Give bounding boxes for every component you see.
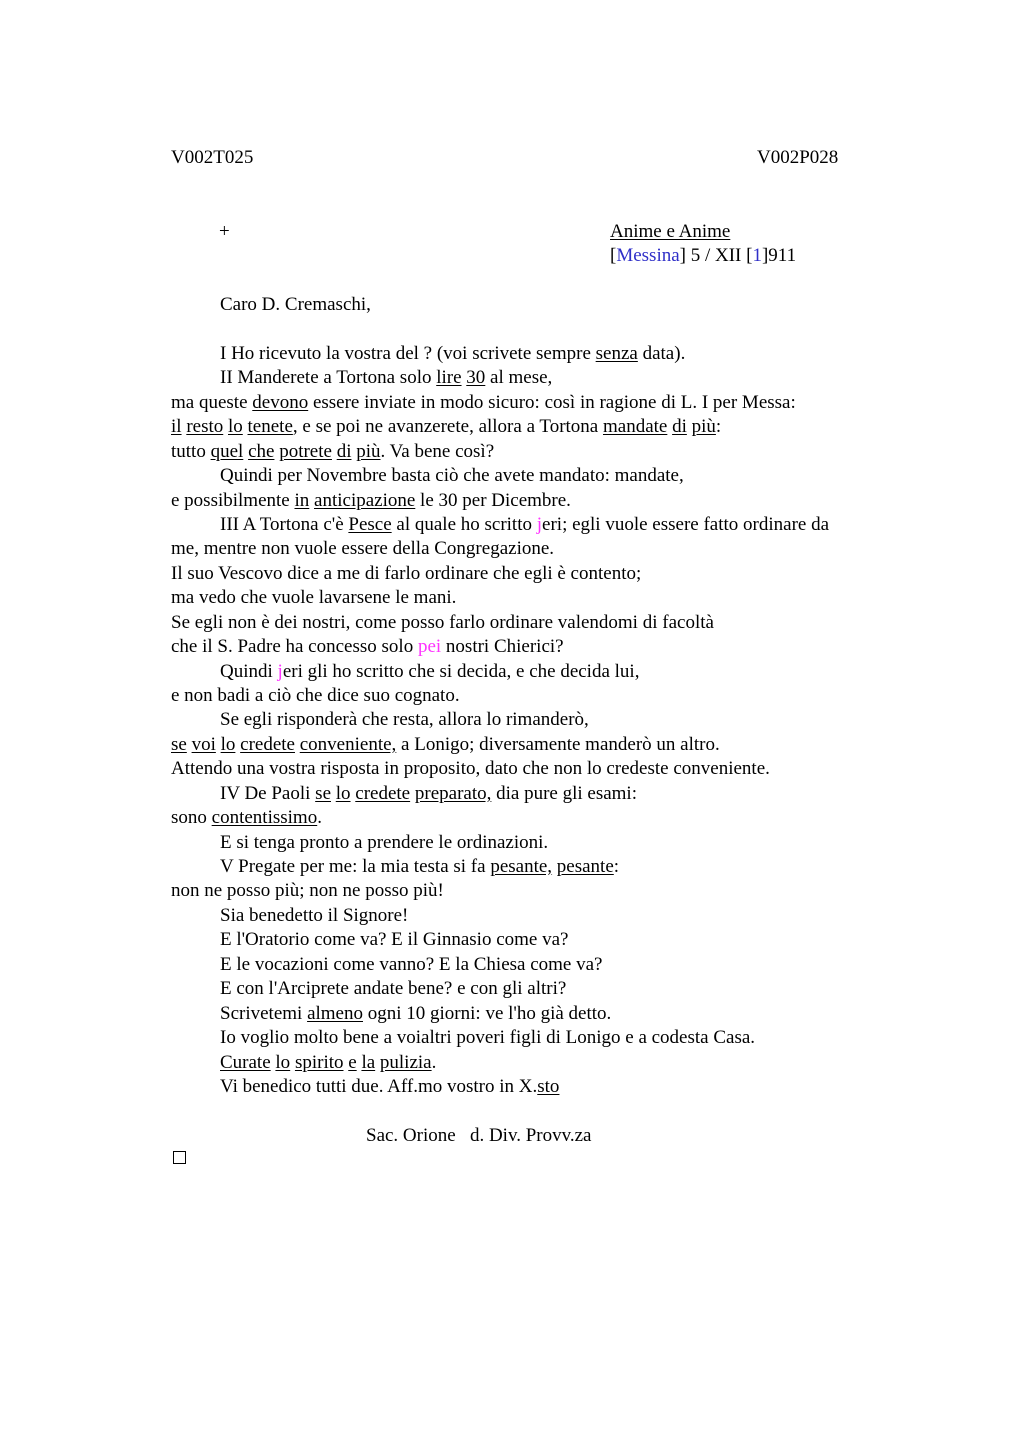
text-line: e non badi a ciò che dice suo cognato.: [171, 685, 460, 706]
text-line: II Manderete a Tortona solo lire 30 al mese,: [220, 367, 553, 388]
closing-line: Vi benedico tutti due. Aff.mo vostro in X.sto: [220, 1076, 560, 1097]
text-line: se voi lo credete conveniente, a Lonigo; diversamente manderò un altro.: [171, 734, 720, 755]
text-line: Se egli risponderà che resta, allora lo rimanderò,: [220, 709, 589, 730]
end-of-document-square-icon: [173, 1151, 186, 1164]
text-line: V Pregate per me: la mia testa si fa pesante, pesante:: [220, 856, 620, 877]
place-date: [Messina] 5 / XII [1]911: [610, 245, 797, 266]
text-line: non ne posso più; non ne posso più!: [171, 880, 444, 901]
text-line: Sia benedetto il Signore!: [220, 905, 409, 926]
text-line: che il S. Padre ha concesso solo pei nostri Chierici?: [171, 636, 564, 657]
text-line: tutto quel che potrete di più. Va bene così?: [171, 441, 495, 462]
text-line: Quindi jeri gli ho scritto che si decida, e che decida lui,: [220, 661, 640, 682]
text-line: il resto lo tenete, e se poi ne avanzerete, allora a Tortona mandate di più:: [171, 416, 722, 437]
text-line: Il suo Vescovo dice a me di farlo ordinare che egli è contento;: [171, 563, 642, 584]
text-line: E le vocazioni come vanno? E la Chiesa come va?: [220, 954, 603, 975]
cross-mark: +: [219, 221, 230, 242]
text-line: sono contentissimo.: [171, 807, 322, 828]
text-line: ma queste devono essere inviate in modo sicuro: così in ragione di L. I per Messa:: [171, 392, 796, 413]
text-line: Io voglio molto bene a voialtri poveri figli di Lonigo e a codesta Casa.: [220, 1027, 756, 1048]
text-line: IV De Paoli se lo credete preparato, dia pure gli esami:: [220, 783, 637, 804]
text-line: III A Tortona c'è Pesce al quale ho scritto jeri; egli vuole essere fatto ordinare da: [220, 514, 830, 535]
document-code-left: V002T025: [171, 147, 254, 168]
text-line: me, mentre non vuole essere della Congregazione.: [171, 538, 555, 559]
signature: Sac. Orione d. Div. Provv.za: [366, 1125, 592, 1146]
text-line: Curate lo spirito e la pulizia.: [220, 1052, 437, 1073]
document-code-right: V002P028: [757, 147, 839, 168]
motto: Anime e Anime: [610, 221, 731, 242]
text-line: E si tenga pronto a prendere le ordinazioni.: [220, 832, 549, 853]
text-line: Scrivetemi almeno ogni 10 giorni: ve l'ho già detto.: [220, 1003, 612, 1024]
salutation: Caro D. Cremaschi,: [220, 294, 371, 315]
text-line: Quindi per Novembre basta ciò che avete mandato: mandate,: [220, 465, 684, 486]
text-line: E con l'Arciprete andate bene? e con gli altri?: [220, 978, 567, 999]
text-line: E l'Oratorio come va? E il Ginnasio come va?: [220, 929, 569, 950]
text-line: I Ho ricevuto la vostra del ? (voi scrivete sempre senza data).: [220, 343, 686, 364]
text-line: Attendo una vostra risposta in proposito, dato che non lo credeste conveniente.: [171, 758, 770, 779]
text-line: ma vedo che vuole lavarsene le mani.: [171, 587, 457, 608]
text-line: Se egli non è dei nostri, come posso farlo ordinare valendomi di facoltà: [171, 612, 714, 633]
text-line: e possibilmente in anticipazione le 30 per Dicembre.: [171, 490, 571, 511]
place-name: Messina: [616, 245, 680, 266]
